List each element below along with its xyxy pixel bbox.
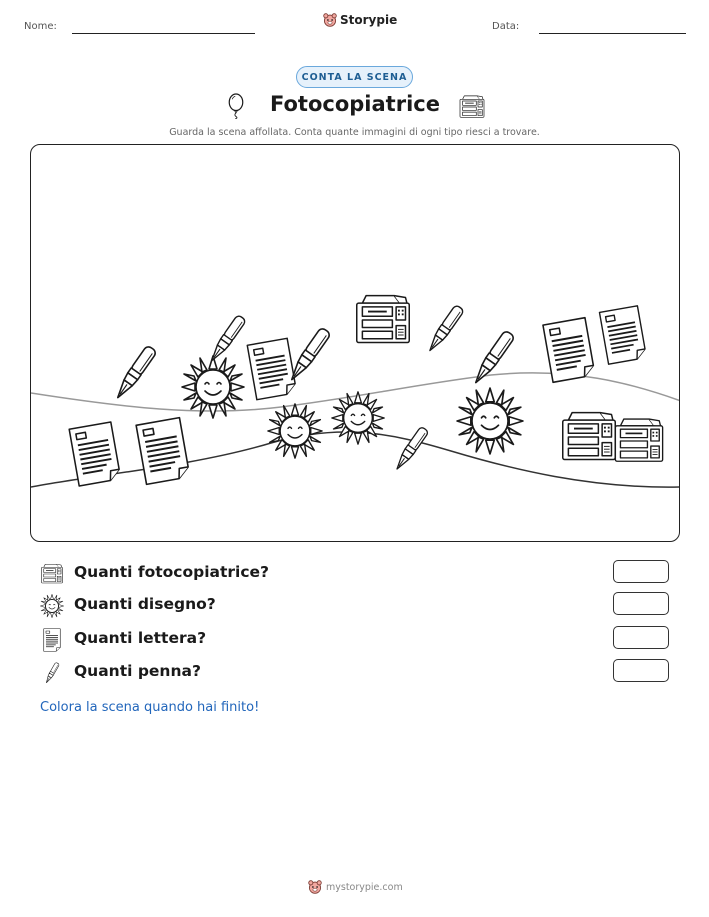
pen-icon <box>287 327 331 383</box>
pen-icon <box>36 657 69 690</box>
sun-icon <box>268 404 322 458</box>
sun-icon <box>40 594 64 618</box>
counting-scene <box>30 144 680 542</box>
name-label: Nome: <box>24 21 57 32</box>
footer <box>308 880 403 894</box>
sun-icon <box>332 392 384 444</box>
pen-icon <box>393 426 429 472</box>
letter-icon <box>599 306 646 364</box>
photocopier-icon <box>357 296 410 343</box>
date-label: Data: <box>492 21 520 32</box>
brand-name: Storypie <box>340 13 398 27</box>
question-text: Quanti disegno? <box>74 595 216 613</box>
pen-icon <box>113 345 157 401</box>
photocopier-icon <box>40 562 64 586</box>
letter-icon <box>247 338 296 399</box>
pen-icon <box>471 330 515 386</box>
brand-logo <box>323 13 397 27</box>
sun-icon <box>182 356 244 418</box>
pen-icon <box>208 314 247 363</box>
question-row-photocopier <box>40 560 670 588</box>
answer-box[interactable] <box>613 592 669 615</box>
footer-url: mystorypie.com <box>326 881 403 893</box>
answer-box[interactable] <box>613 560 669 583</box>
activity-badge: CONTA LA SCENA <box>296 66 413 88</box>
colour-instruction: Colora la scena quando hai finito! <box>40 700 260 715</box>
mascot-icon <box>308 880 322 894</box>
question-row-sun <box>40 592 670 620</box>
letter-icon <box>543 318 595 383</box>
question-text: Quanti fotocopiatrice? <box>74 563 270 581</box>
question-text: Quanti lettera? <box>74 629 207 647</box>
instructions: Guarda la scena affollata. Conta quante immagini di ogni tipo riesci a trovare. <box>169 127 540 138</box>
question-text: Quanti penna? <box>74 662 201 680</box>
answer-box[interactable] <box>613 659 669 682</box>
question-row-letter <box>40 626 670 654</box>
name-field[interactable] <box>72 33 255 34</box>
photocopier-icon <box>615 419 662 461</box>
pen-icon <box>426 304 465 353</box>
letter-icon <box>136 418 190 485</box>
letter-icon <box>69 422 121 486</box>
sun-icon <box>457 388 523 454</box>
scene-illustration <box>31 145 680 542</box>
page-title: Fotocopiatrice <box>270 92 440 116</box>
question-row-pen <box>40 659 670 687</box>
date-field[interactable] <box>539 33 686 34</box>
mascot-icon <box>323 13 337 27</box>
photocopier-icon <box>458 95 486 119</box>
letter-icon <box>40 628 64 652</box>
photocopier-icon <box>563 413 616 460</box>
answer-box[interactable] <box>613 626 669 649</box>
balloon-icon <box>227 93 245 119</box>
